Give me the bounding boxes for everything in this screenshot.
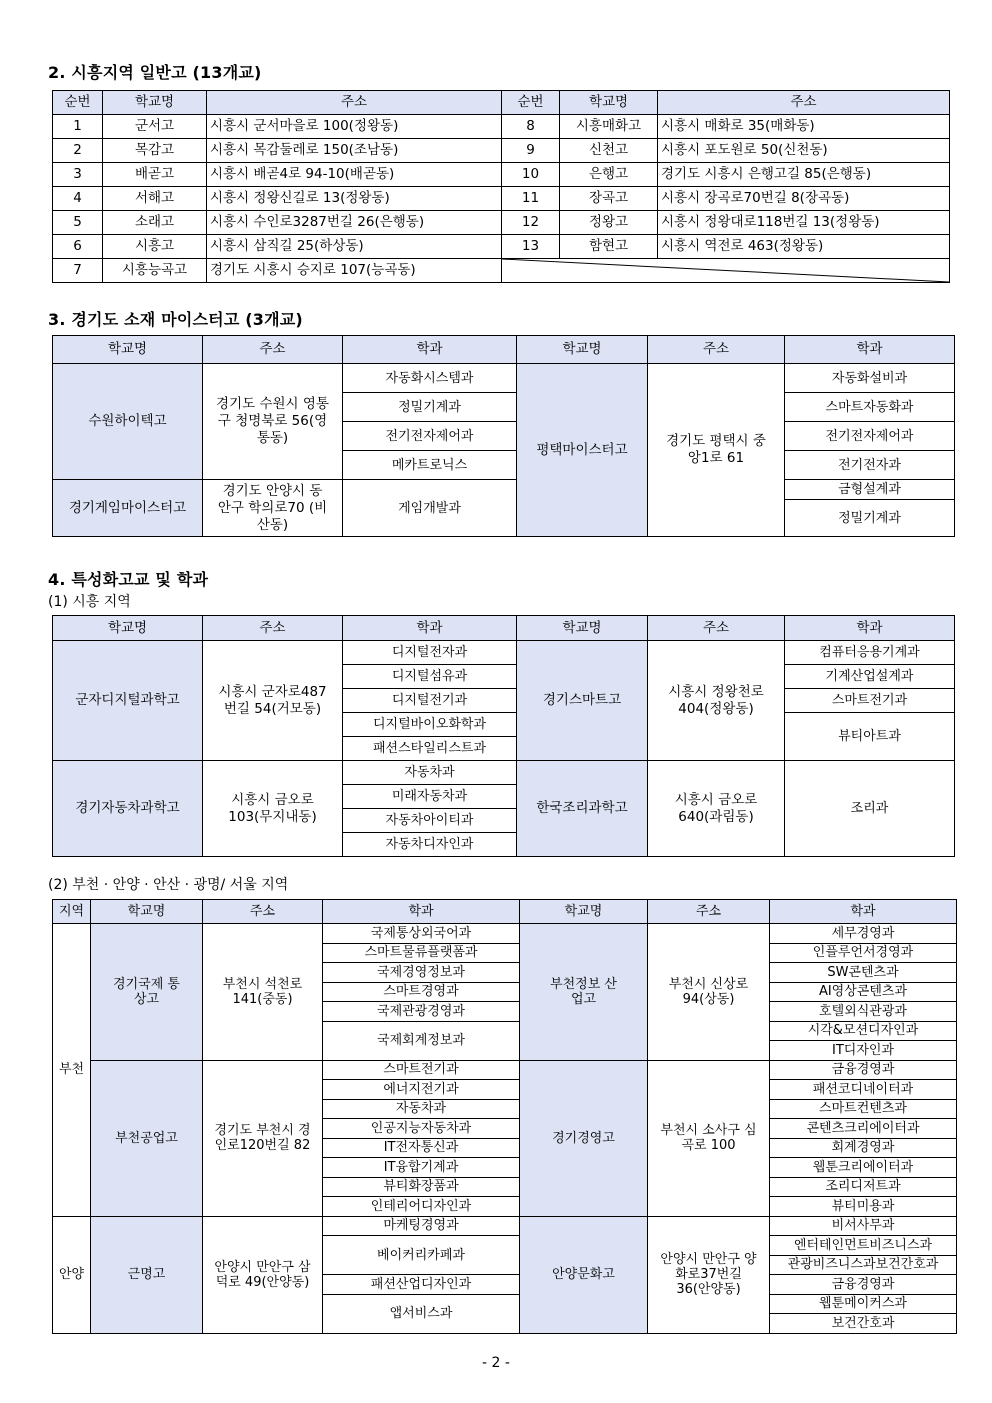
dept-cell: 베이커리카페과 (323, 1236, 520, 1275)
dept-cell: 인공지능자동차과 (323, 1119, 520, 1139)
dept-cell: 금융경영과 (770, 1275, 957, 1295)
row-address: 시흥시 역전로 463(정왕동) (658, 235, 950, 259)
header-dept: 학과 (343, 616, 517, 641)
header-school: 학교명 (91, 900, 203, 924)
school-address: 부천시 소사구 심곡로 100 (648, 1060, 770, 1216)
dept-cell: 자동화설비과 (785, 364, 955, 393)
dept-cell: 전기전자과 (785, 451, 955, 480)
header-address: 주소 (648, 616, 785, 641)
dept-cell: 디지털바이오화학과 (343, 713, 517, 737)
dept-cell: 에너지전기과 (323, 1080, 520, 1100)
dept-cell: 회계경영과 (770, 1138, 957, 1158)
table-row (53, 163, 950, 187)
dept-cell: 스마트경영과 (323, 982, 520, 1002)
dept-cell: 국제회계정보과 (323, 1021, 520, 1060)
school-name: 부천정보 산업고 (520, 924, 648, 1061)
row-school: 정왕고 (560, 211, 658, 235)
row-no: 9 (502, 139, 560, 163)
dept-cell: 관광비즈니스과보건간호과 (770, 1255, 957, 1275)
header-school: 학교명 (560, 91, 658, 115)
header-address: 주소 (648, 336, 785, 364)
school-name: 평택마이스터고 (517, 364, 648, 537)
header-school: 학교명 (520, 900, 648, 924)
header-address: 주소 (203, 900, 323, 924)
header-address: 주소 (203, 616, 343, 641)
dept-cell: 금형설계과 (785, 480, 955, 500)
row-address: 시흥시 목감둘레로 150(조남동) (207, 139, 502, 163)
school-name: 경기국제 통상고 (91, 924, 203, 1061)
school-address: 시흥시 정왕천로 404(정왕동) (648, 641, 785, 761)
section3-heading: 3. 경기도 소재 마이스터고 (3개교) (48, 310, 303, 329)
header-dept: 학과 (343, 336, 517, 364)
school-name: 경기자동차과학고 (53, 761, 203, 857)
dept-cell: 메카트로닉스 (343, 451, 517, 480)
row-no: 11 (502, 187, 560, 211)
header-dept: 학과 (323, 900, 520, 924)
row-no: 3 (53, 163, 103, 187)
school-name: 안양문화고 (520, 1216, 648, 1333)
school-name: 경기경영고 (520, 1060, 648, 1216)
school-address: 안양시 만안구 양화로37번길 36(안양동) (648, 1216, 770, 1333)
empty-diagonal-cell (502, 259, 950, 283)
dept-cell: 웹툰크리에이터과 (770, 1158, 957, 1178)
row-address: 시흥시 군서마을로 100(정왕동) (207, 115, 502, 139)
dept-cell: 전기전자제어과 (785, 422, 955, 451)
dept-cell: SW콘텐츠과 (770, 963, 957, 983)
row-no: 5 (53, 211, 103, 235)
section4-siheung-table (52, 615, 955, 857)
dept-cell: 기계산업설계과 (785, 665, 955, 689)
dept-cell: 뷰티화장품과 (323, 1177, 520, 1197)
row-address: 경기도 시흥시 은행고길 85(은행동) (658, 163, 950, 187)
dept-cell: 자동차과 (343, 761, 517, 785)
section3-table (52, 335, 955, 537)
dept-cell: 마케팅경영과 (323, 1216, 520, 1236)
dept-cell: 스마트전기과 (323, 1060, 520, 1080)
header-school: 학교명 (103, 91, 207, 115)
dept-cell: 앱서비스과 (323, 1294, 520, 1333)
dept-cell: 엔터테인먼트비즈니스과 (770, 1236, 957, 1256)
dept-cell: 금융경영과 (770, 1060, 957, 1080)
header-address: 주소 (648, 900, 770, 924)
dept-cell: 전기전자제어과 (343, 422, 517, 451)
row-address: 시흥시 배곧4로 94-10(배곧동) (207, 163, 502, 187)
school-name: 경기게임마이스터고 (53, 480, 203, 537)
row-address: 시흥시 수인로3287번길 26(은행동) (207, 211, 502, 235)
section2-heading: 2. 시흥지역 일반고 (13개교) (48, 63, 262, 82)
school-name: 근명고 (91, 1216, 203, 1333)
region-cell: 안양 (53, 1216, 91, 1333)
dept-cell: 스마트컨텐츠과 (770, 1099, 957, 1119)
row-school: 배곧고 (103, 163, 207, 187)
table-row (53, 211, 950, 235)
dept-cell: 국제경영정보과 (323, 963, 520, 983)
row-school: 시흥능곡고 (103, 259, 207, 283)
dept-cell: 콘텐츠크리에이터과 (770, 1119, 957, 1139)
dept-cell: 세무경영과 (770, 924, 957, 944)
section2-table (52, 90, 950, 283)
dept-cell: 조리디저트과 (770, 1177, 957, 1197)
row-address: 시흥시 삼직길 25(하상동) (207, 235, 502, 259)
row-address: 시흥시 포도원로 50(신천동) (658, 139, 950, 163)
dept-cell: 패션코디네이터과 (770, 1080, 957, 1100)
dept-cell: 미래자동차과 (343, 785, 517, 809)
school-address: 시흥시 군자로487번길 54(거모동) (203, 641, 343, 761)
dept-cell: 뷰티미용과 (770, 1197, 957, 1217)
row-address: 시흥시 정왕대로118번길 13(정왕동) (658, 211, 950, 235)
dept-cell: 스마트자동화과 (785, 393, 955, 422)
school-address: 부천시 신상로 94(상동) (648, 924, 770, 1061)
dept-cell: 정밀기계과 (785, 500, 955, 537)
row-school: 은행고 (560, 163, 658, 187)
dept-cell: 자동차아이티과 (343, 809, 517, 833)
row-school: 시흥매화고 (560, 115, 658, 139)
dept-cell: 정밀기계과 (343, 393, 517, 422)
dept-cell: AI영상콘텐츠과 (770, 982, 957, 1002)
school-name: 군자디지털과학고 (53, 641, 203, 761)
dept-cell: IT전자통신과 (323, 1138, 520, 1158)
dept-cell: 자동화시스템과 (343, 364, 517, 393)
header-school: 학교명 (53, 616, 203, 641)
row-school: 신천고 (560, 139, 658, 163)
row-no: 4 (53, 187, 103, 211)
section4-heading: 4. 특성화고교 및 학과 (48, 570, 209, 589)
header-dept: 학과 (770, 900, 957, 924)
region-cell: 부천 (53, 924, 91, 1217)
dept-cell: 디지털전기과 (343, 689, 517, 713)
header-address: 주소 (203, 336, 343, 364)
row-no: 10 (502, 163, 560, 187)
section4-sub2: (2) 부천 · 안양 · 안산 · 광명/ 서울 지역 (48, 877, 289, 893)
dept-cell: 보건간호과 (770, 1314, 957, 1334)
row-address: 시흥시 정왕신길로 13(정왕동) (207, 187, 502, 211)
row-no: 13 (502, 235, 560, 259)
school-address: 경기도 평택시 중앙1로 61 (648, 364, 785, 537)
dept-cell: 비서사무과 (770, 1216, 957, 1236)
dept-cell: 컴퓨터응용기계과 (785, 641, 955, 665)
header-region: 지역 (53, 900, 91, 924)
school-address: 경기도 안양시 동안구 학의로70 (비산동) (203, 480, 343, 537)
dept-cell: 디지털섬유과 (343, 665, 517, 689)
dept-cell: 자동차과 (323, 1099, 520, 1119)
dept-cell: 조리과 (785, 761, 955, 857)
school-address: 안양시 만안구 삼덕로 49(안양동) (203, 1216, 323, 1333)
row-school: 군서고 (103, 115, 207, 139)
header-school: 학교명 (517, 616, 648, 641)
header-address: 주소 (658, 91, 950, 115)
header-dept: 학과 (785, 336, 955, 364)
dept-cell: 스마트물류플랫폼과 (323, 943, 520, 963)
table-row (53, 235, 950, 259)
table-row (53, 139, 950, 163)
dept-cell: 인플루언서경영과 (770, 943, 957, 963)
header-no: 순번 (502, 91, 560, 115)
row-school: 함현고 (560, 235, 658, 259)
row-no: 6 (53, 235, 103, 259)
school-name: 부천공업고 (91, 1060, 203, 1216)
table-row (53, 187, 950, 211)
header-address: 주소 (207, 91, 502, 115)
dept-cell: 디지털전자과 (343, 641, 517, 665)
table-row (53, 115, 950, 139)
row-school: 서해고 (103, 187, 207, 211)
dept-cell: 국제통상외국어과 (323, 924, 520, 944)
dept-cell: 게임개발과 (343, 480, 517, 537)
dept-cell: 시각&모션디자인과 (770, 1021, 957, 1041)
dept-cell: 웹툰메이커스과 (770, 1294, 957, 1314)
dept-cell: 패션산업디자인과 (323, 1275, 520, 1295)
row-no: 2 (53, 139, 103, 163)
row-school: 목감고 (103, 139, 207, 163)
school-name: 경기스마트고 (517, 641, 648, 761)
dept-cell: IT융합기계과 (323, 1158, 520, 1178)
section4-regional-table (52, 899, 957, 1334)
header-dept: 학과 (785, 616, 955, 641)
row-address: 시흥시 장곡로70번길 8(장곡동) (658, 187, 950, 211)
row-school: 시흥고 (103, 235, 207, 259)
school-address: 경기도 부천시 경인로120번길 82 (203, 1060, 323, 1216)
row-school: 장곡고 (560, 187, 658, 211)
row-no: 7 (53, 259, 103, 283)
dept-cell: 인테리어디자인과 (323, 1197, 520, 1217)
table-row (53, 259, 950, 283)
row-no: 8 (502, 115, 560, 139)
school-address: 부천시 석천로 141(중동) (203, 924, 323, 1061)
school-address: 시흥시 금오로 103(무지내동) (203, 761, 343, 857)
row-no: 1 (53, 115, 103, 139)
section4-sub1: (1) 시흥 지역 (48, 594, 131, 610)
dept-cell: 뷰티아트과 (785, 713, 955, 761)
row-school: 소래고 (103, 211, 207, 235)
dept-cell: 스마트전기과 (785, 689, 955, 713)
header-school: 학교명 (517, 336, 648, 364)
header-school: 학교명 (53, 336, 203, 364)
header-no: 순번 (53, 91, 103, 115)
row-no: 12 (502, 211, 560, 235)
dept-cell: 국제관광경영과 (323, 1002, 520, 1022)
row-address: 시흥시 매화로 35(매화동) (658, 115, 950, 139)
dept-cell: 패션스타일리스트과 (343, 737, 517, 761)
school-address: 시흥시 금오로 640(과림동) (648, 761, 785, 857)
page-number: - 2 - (482, 1355, 510, 1371)
school-address: 경기도 수원시 영통구 청명북로 56(영통동) (203, 364, 343, 480)
row-address: 경기도 시흥시 승지로 107(능곡동) (207, 259, 502, 283)
dept-cell: IT디자인과 (770, 1041, 957, 1061)
school-name: 수원하이텍고 (53, 364, 203, 480)
dept-cell: 자동차디자인과 (343, 833, 517, 857)
dept-cell: 호텔외식관광과 (770, 1002, 957, 1022)
school-name: 한국조리과학고 (517, 761, 648, 857)
